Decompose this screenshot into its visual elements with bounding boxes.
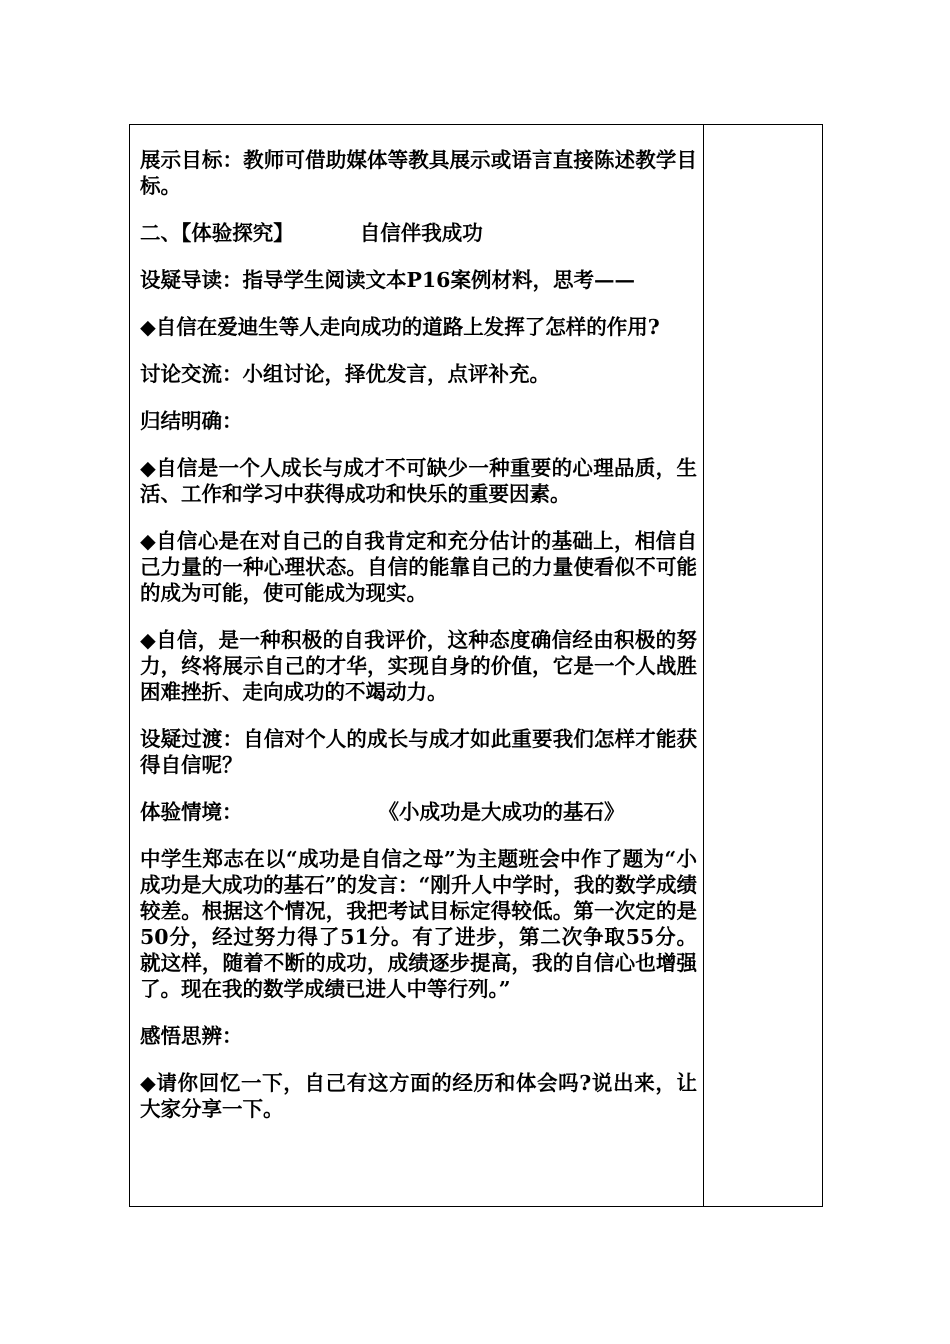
scenario-story-paragraph: 中学生郑志在以“成功是自信之母”为主题班会中作了题为“小成功是大成功的基石”的发言：“刚升人中学时，我的数学成绩较差。根据这个情况，我把考试目标定得较低。第一次定的是50分，经过努力得了51分。有了进步，第二次争取55分。就这样，随着不断的成功，成绩逐步提高，我的自信心也增强了。现在我的数学成绩已进人中等行列。”: [140, 847, 697, 1001]
conclusion-point-2: ◆自信心是在对自己的自我肯定和充分估计的基础上，相信自己力量的一种心理状态。自信的能靠自己的力量使看似不可能的成为可能，使可能成为现实。: [140, 529, 697, 605]
scenario-title: 《小成功是大成功的基石》: [378, 800, 625, 824]
conclusion-label: 归结明确：: [140, 409, 243, 433]
notes-cell: [704, 125, 822, 1206]
scenario-label: 体验情境：: [140, 800, 243, 824]
section-title: 自信伴我成功: [359, 221, 483, 245]
conclusion-point-1: ◆自信是一个人成长与成才不可缺少一种重要的心理品质，生活、工作和学习中获得成功和快乐的重要因素。: [140, 456, 697, 506]
lesson-table: [129, 124, 823, 1207]
transition-paragraph: 设疑过渡：自信对个人的成长与成才如此重要我们怎样才能获得自信呢？: [140, 727, 697, 777]
content-cell: [130, 125, 704, 1206]
goal-display-paragraph: 展示目标：教师可借助媒体等教具展示或语言直接陈述教学目标。: [140, 148, 697, 198]
conclusion-point-3: ◆自信，是一种积极的自我评价，这种态度确信经由积极的努力，终将展示自己的才华，实现自身的价值，它是一个人战胜困难挫折、走向成功的不竭动力。: [140, 628, 697, 704]
guided-reading-paragraph: 设疑导读：指导学生阅读文本P16案例材料，思考——: [140, 268, 635, 292]
section-label: 二、【体验探究】: [140, 221, 294, 245]
discussion-paragraph: 讨论交流：小组讨论，择优发言，点评补充。: [140, 362, 550, 386]
scenario-heading: [140, 799, 697, 825]
reflection-question: ◆请你回忆一下，自己有这方面的经历和体会吗?说出来，让大家分享一下。: [140, 1071, 697, 1121]
reflection-label: 感悟思辨：: [140, 1024, 243, 1048]
section-heading: [140, 220, 697, 246]
question-paragraph: ◆自信在爱迪生等人走向成功的道路上发挥了怎样的作用?: [140, 315, 660, 339]
